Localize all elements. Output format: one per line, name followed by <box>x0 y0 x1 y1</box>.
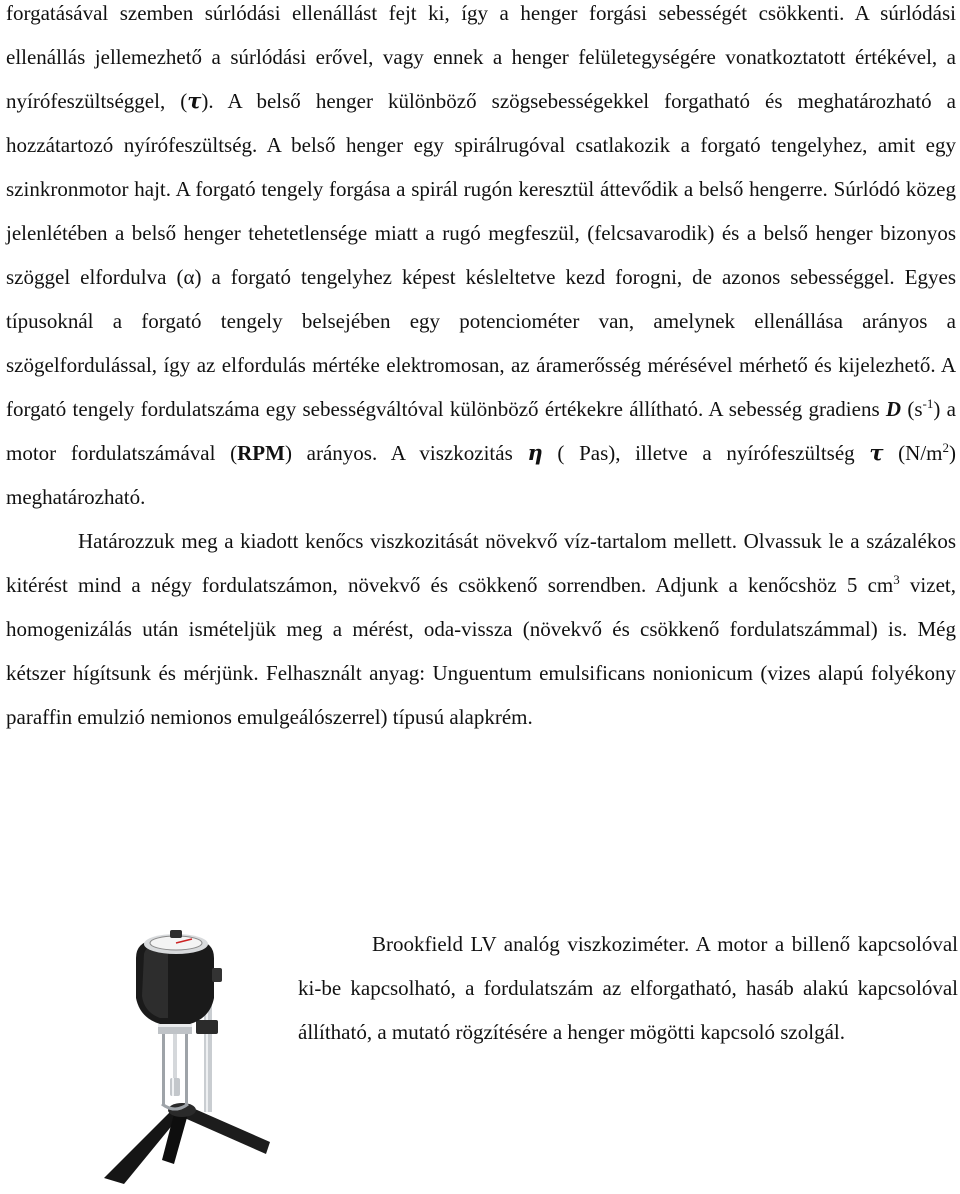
text-run: (N/m <box>883 441 943 465</box>
text-run: ) meghatározható. <box>6 441 956 509</box>
text-run: vizet, homogenizálás után ismételjük meg a mérést, oda-vissza (növekvő és csökkenő fordulatszámmal) is. Még kétszer hígítsunk és mérjünk. Felhasznált anyag: Unguentum emulsificans nonionicum (vizes alapú folyékony paraffin emulzió nemionos emulgeálószerrel) típusú alapkrém. <box>6 573 956 729</box>
text-run: ) a motor fordulatszámával ( <box>6 397 956 465</box>
alpha-symbol: α <box>183 265 195 289</box>
text-run: forgatásával szemben súrlódási ellenállást fejt ki, így a henger forgási sebességét csökkenti. A súrlódási ellenállás jellemezhető a súrlódási erővel, vagy ennek a henger felületegységére vonatkoztatott értékével, a nyírófeszültséggel, ( <box>6 1 956 113</box>
text-run: ) arányos. A viszkozitás <box>284 441 528 465</box>
caption-text: Brookfield LV analóg viszkoziméter. A motor a billenő kapcsolóval ki-be kapcsolható, a fordulatszám az elforgatható, hasáb alakú kapcsolóval állítható, a mutató rögzítésére a henger mögötti kapcsoló szolgál. <box>298 932 958 1044</box>
tau-symbol: τ <box>869 440 884 465</box>
superscript-three: 3 <box>893 572 900 587</box>
figure-caption <box>298 922 958 1054</box>
superscript-two: 2 <box>942 440 949 455</box>
tau-symbol: τ <box>187 88 202 113</box>
text-run: (s <box>901 397 923 421</box>
superscript-minus-one: -1 <box>922 396 934 411</box>
brookfield-viscometer-image <box>84 928 280 1190</box>
paragraph-measurement-instructions <box>6 519 956 739</box>
eta-symbol: η <box>527 440 543 465</box>
d-symbol: D <box>885 397 902 421</box>
document-page <box>6 0 956 739</box>
text-run: Határozzuk meg a kiadott kenőcs viszkozitását növekvő víz-tartalom mellett. Olvassuk le a százalékos kitérést mind a négy fordulatszámon, növekvő és csökkenő sorrendben. Adjunk a kenőcshöz 5 cm <box>6 529 956 597</box>
text-run: ). A belső henger különböző szögsebességekkel forgatható és meghatározható a hozzátartozó nyírófeszültség. A belső henger egy spirálrugóval csatlakozik a forgató tengelyhez, amit egy szinkronmotor hajt. A forgató tengely forgása a spirál rugón keresztül áttevődik a belső hengerre. Súrlódó közeg jelenlétében a belső henger tehetetlensége miatt a rugó megfeszül, (felcsavarodik) és a belső henger bizonyos szöggel elfordulva ( <box>6 89 956 289</box>
figure-row <box>84 928 956 1194</box>
text-run: ) a forgató tengelyhez képest késleltetve kezd forogni, de azonos sebességgel. Egyes típusoknál a forgató tengely belsejében egy potenciométer van, amelynek ellenállása arányos a szögelfordulással, így az elfordulás mértéke elektromosan, az áramerősség mérésével mérhető és kijelezhető. A forgató tengely fordulatszáma egy sebességváltóval különböző értékekre állítható. A sebesség gradiens <box>6 265 956 421</box>
text-run: ( Pas), illetve a nyírófeszültség <box>542 441 870 465</box>
paragraph-viscometer-principle <box>6 0 956 519</box>
rpm-label: RPM <box>237 441 285 465</box>
